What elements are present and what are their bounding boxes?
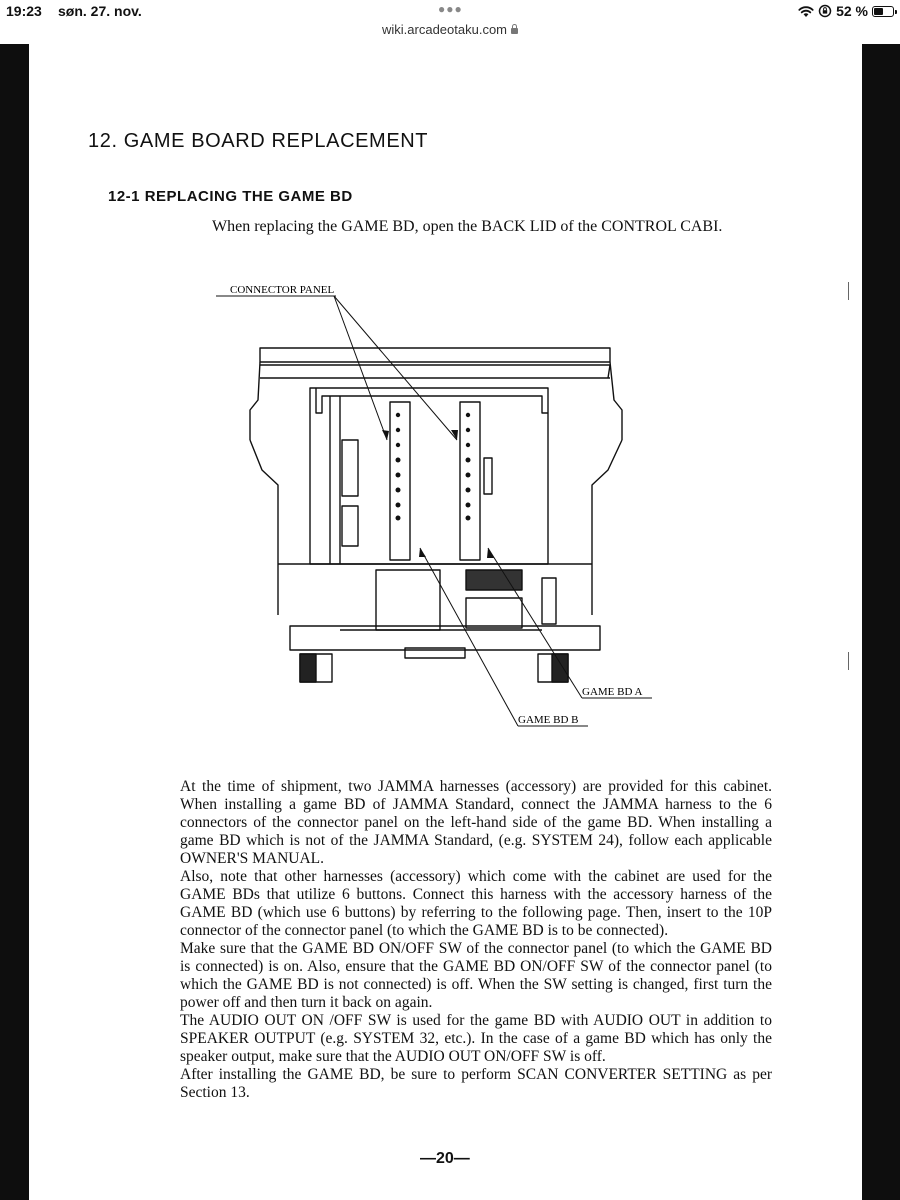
section-heading: 12. GAME BOARD REPLACEMENT — [88, 130, 429, 152]
url-text[interactable]: wiki.arcadeotaku.com — [382, 22, 507, 37]
page-number: —20— — [420, 1150, 470, 1167]
status-icons — [798, 2, 894, 20]
battery-level — [874, 8, 883, 15]
cabinet-diagram — [190, 270, 690, 740]
address-bar[interactable] — [0, 22, 900, 37]
intro-text: When replacing the GAME BD, open the BACK LID of the CONTROL CABI. — [212, 218, 723, 235]
label-connector-panel: CONNECTOR PANEL — [230, 284, 335, 296]
paragraph: Also, note that other harnesses (accessory) which come with the cabinet are used for the GAME BDs that utilize 6 buttons. Connect this harness with the accessory harness of the GAME BD (which use 6 buttons) by referring to the following page. Then, insert to the 10P connector of the connector panel (to which the GAME BD is to be connected). — [180, 868, 772, 939]
battery-percent: 52 % — [836, 3, 868, 19]
body-text — [180, 778, 772, 1102]
paragraph: The AUDIO OUT ON /OFF SW is used for the game BD with AUDIO OUT in addition to SPEAKER OUTPUT (e.g. SYSTEM 32, etc.). In the case of a game BD which has only the speaker output, make sure that the AUDIO OUT ON/OFF SW is off. — [180, 1012, 772, 1065]
paragraph: After installing the GAME BD, be sure to perform SCAN CONVERTER SETTING as per Section 13. — [180, 1066, 772, 1101]
more-dots-icon[interactable]: ●●● — [438, 2, 463, 16]
wifi-icon — [798, 5, 814, 18]
paragraph: At the time of shipment, two JAMMA harnesses (accessory) are provided for this cabinet. When installing a game BD of JAMMA Standard, connect the JAMMA harness to the 6 connectors of the connector panel on the left-hand side of the game BD. When installing a game BD which is not of the JAMMA Standard, (e.g. SYSTEM 24), follow each applicable OWNER'S MANUAL. — [180, 778, 772, 867]
page-edge-left — [0, 44, 29, 1200]
status-date: søn. 27. nov. — [58, 3, 142, 19]
battery-icon — [872, 6, 894, 17]
subsection-heading: 12-1 REPLACING THE GAME BD — [108, 188, 353, 205]
page-edge-right — [862, 44, 900, 1200]
scan-mark — [848, 282, 849, 300]
paragraph: Make sure that the GAME BD ON/OFF SW of the connector panel (to which the GAME BD is connected) is on. Also, ensure that the GAME BD ON/OFF SW of the connector panel (to which the GAME BD is not connected) is off. When the SW setting is changed, first turn the power off and then turn it back on again. — [180, 940, 772, 1011]
scan-mark — [848, 652, 849, 670]
status-time: 19:23 — [6, 3, 42, 19]
orientation-lock-icon — [818, 4, 832, 18]
lock-icon — [511, 28, 518, 34]
label-game-bd-a: GAME BD A — [582, 686, 643, 698]
status-bar — [0, 0, 900, 44]
label-game-bd-b: GAME BD B — [518, 714, 579, 726]
